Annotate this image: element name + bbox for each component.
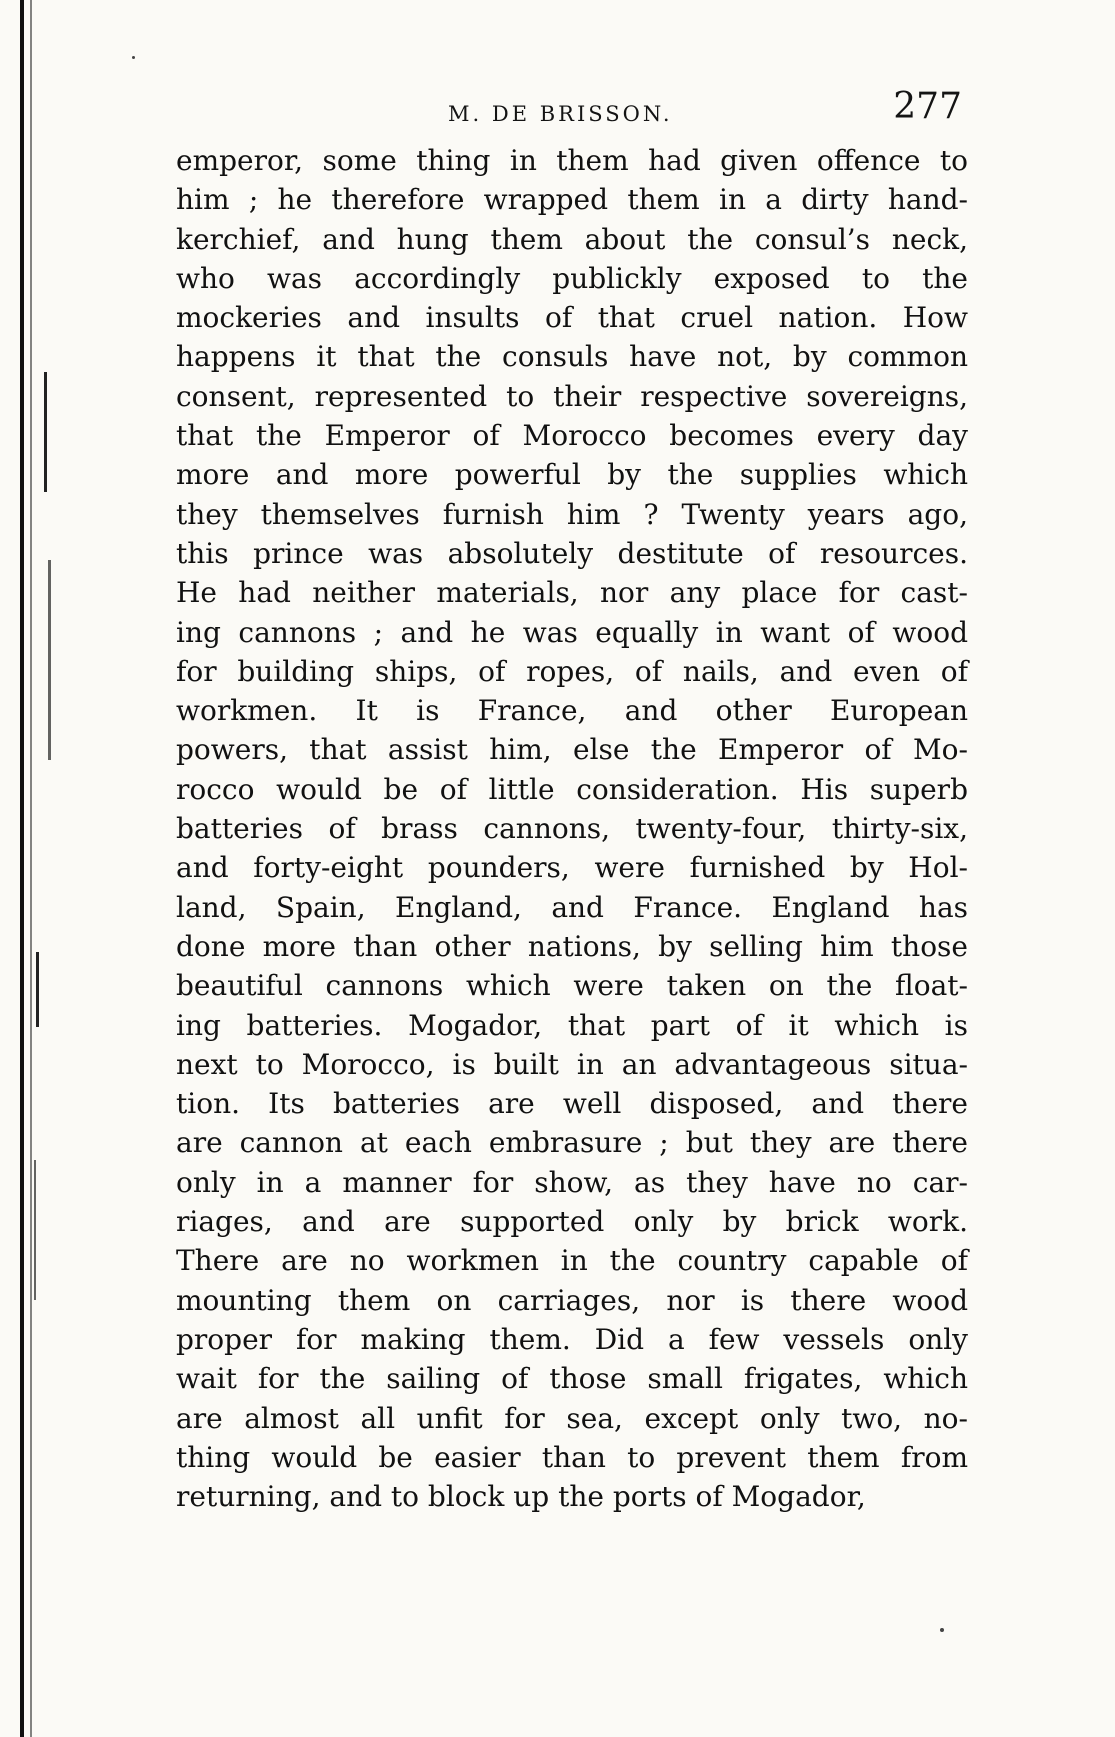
text-line: only in a manner for show, as they have no car-: [176, 1165, 968, 1199]
gutter-mark: [34, 1160, 36, 1300]
text-line: workmen. It is France, and other European: [176, 694, 968, 728]
text-line: kerchief, and hung them about the consul’s neck,: [176, 222, 968, 256]
body-text: [176, 141, 968, 1516]
running-head: M. DE BRISSON.: [448, 102, 673, 126]
text-line: that the Emperor of Morocco becomes every day: [176, 419, 968, 453]
text-line: returning, and to block up the ports of Mogador,: [176, 1480, 866, 1514]
text-line: done more than other nations, by selling him those: [176, 929, 968, 963]
text-line: batteries of brass cannons, twenty-four, thirty-six,: [176, 812, 968, 846]
text-line: wait for the sailing of those small frigates, which: [176, 1362, 968, 1396]
text-line: for building ships, of ropes, of nails, and even of: [176, 654, 968, 688]
text-line: rocco would be of little consideration. His superb: [176, 772, 968, 806]
print-speck: [940, 1628, 944, 1632]
text-line: this prince was absolutely destitute of resources.: [176, 536, 968, 570]
text-line: are cannon at each embrasure ; but they are there: [176, 1126, 968, 1160]
text-line: ing cannons ; and he was equally in want of wood: [176, 615, 968, 649]
text-line: mockeries and insults of that cruel nation. How: [176, 301, 968, 335]
text-line: There are no workmen in the country capable of: [176, 1244, 968, 1278]
text-line: more and more powerful by the supplies which: [176, 458, 968, 492]
text-line: happens it that the consuls have not, by common: [176, 340, 968, 374]
gutter-mark: [48, 560, 51, 760]
text-line: who was accordingly publickly exposed to the: [176, 261, 968, 295]
text-line: ing batteries. Mogador, that part of it which is: [176, 1008, 968, 1042]
print-speck: [132, 56, 135, 59]
text-line: and forty-eight pounders, were furnished by Hol-: [176, 851, 968, 885]
text-line: powers, that assist him, else the Emperor of Mo-: [176, 733, 968, 767]
text-line: consent, represented to their respective sovereigns,: [176, 379, 968, 413]
text-line: beautiful cannons which were taken on the float-: [176, 969, 968, 1003]
text-line: proper for making them. Did a few vessels only: [176, 1322, 968, 1356]
text-line: thing would be easier than to prevent them from: [176, 1440, 968, 1474]
gutter-mark: [44, 372, 47, 492]
text-line: mounting them on carriages, nor is there wood: [176, 1283, 968, 1317]
text-line: emperor, some thing in them had given offence to: [176, 144, 968, 177]
text-line: land, Spain, England, and France. England has: [176, 890, 968, 924]
binding-shadow: [30, 0, 32, 1737]
text-line: next to Morocco, is built in an advantageous situa-: [176, 1047, 968, 1081]
gutter-mark: [36, 952, 39, 1027]
text-line: him ; he therefore wrapped them in a dirty hand-: [176, 183, 968, 217]
text-line: are almost all unfit for sea, except only two, no-: [176, 1401, 968, 1435]
text-line: riages, and are supported only by brick work.: [176, 1205, 968, 1239]
text-line: He had neither materials, nor any place for cast-: [176, 576, 968, 610]
page-number: 277: [893, 86, 962, 127]
page-header: [176, 86, 970, 134]
text-line: tion. Its batteries are well disposed, and there: [176, 1087, 968, 1121]
text-line: they themselves furnish him ? Twenty years ago,: [176, 497, 968, 531]
binding-edge: [20, 0, 24, 1737]
